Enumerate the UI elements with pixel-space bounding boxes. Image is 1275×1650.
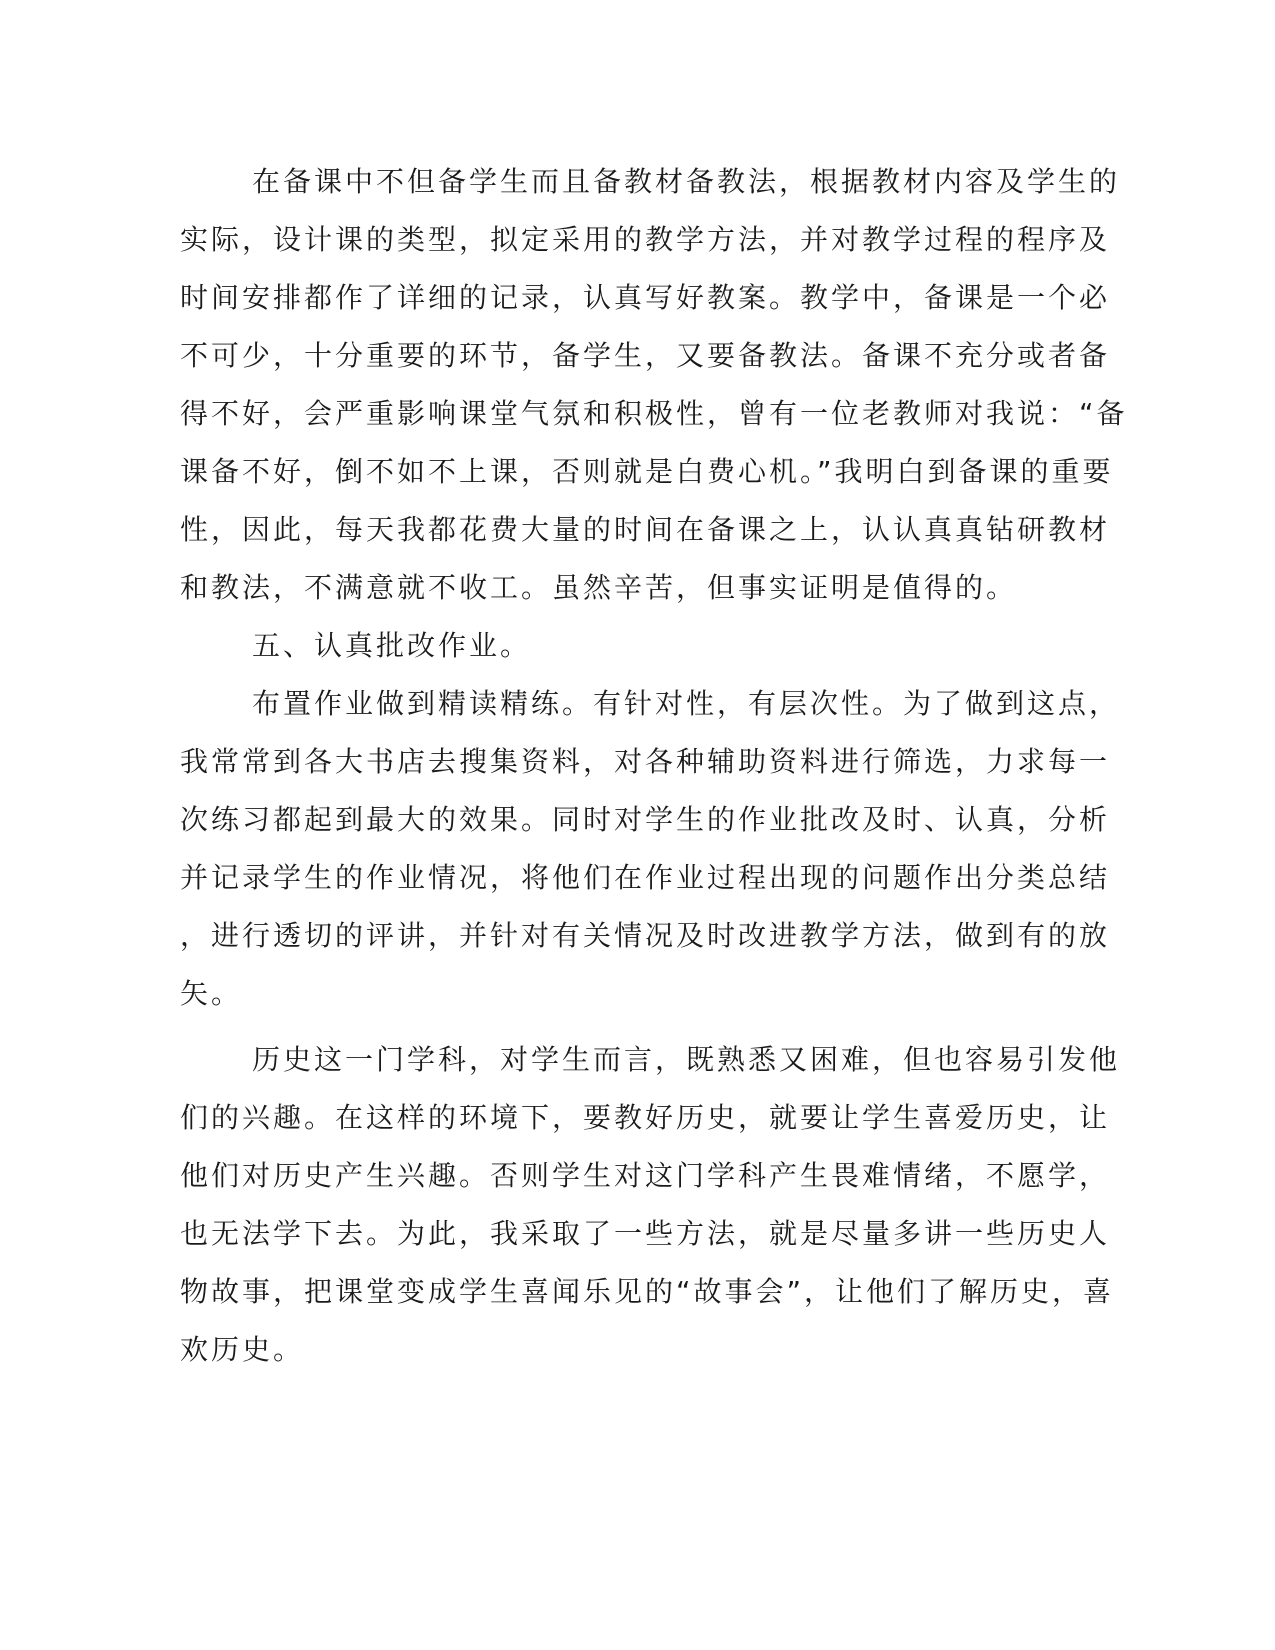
text-line: ，进行透切的评讲，并针对有关情况及时改进教学方法，做到有的放 [180,919,1111,952]
text-line: 课备不好，倒不如不上课，否则就是白费心机。”我明白到备课的重要 [180,455,1114,488]
text-line: 得不好，会严重影响课堂气氛和积极性，曾有一位老教师对我说：“备 [180,397,1128,430]
text-line: 他们对历史产生兴趣。否则学生对这门学科产生畏难情绪，不愿学， [180,1159,1111,1192]
text-line: 欢历史。 [180,1333,305,1366]
text-line: 矢。 [180,977,243,1010]
text-line: 次练习都起到最大的效果。同时对学生的作业批改及时、认真，分析 [180,803,1111,836]
text-line: 实际，设计课的类型，拟定采用的教学方法，并对教学过程的程序及 [180,223,1111,256]
text-line: 性，因此，每天我都花费大量的时间在备课之上，认认真真钻研教材 [180,513,1111,546]
text-line: 不可少，十分重要的环节，备学生，又要备教法。备课不充分或者备 [180,339,1111,372]
text-line: 我常常到各大书店去搜集资料，对各种辅助资料进行筛选，力求每一 [180,745,1111,778]
text-line: 在备课中不但备学生而且备教材备教法，根据教材内容及学生的 [252,165,1121,198]
text-line: 历史这一门学科，对学生而言，既熟悉又困难，但也容易引发他 [252,1043,1121,1076]
text-line: 和教法，不满意就不收工。虽然辛苦，但事实证明是值得的。 [180,571,1018,604]
text-line: 物故事，把课堂变成学生喜闻乐见的“故事会”，让他们了解历史，喜 [180,1275,1115,1308]
text-line: 时间安排都作了详细的记录，认真写好教案。教学中，备课是一个必 [180,281,1111,314]
text-line: 并记录学生的作业情况，将他们在作业过程出现的问题作出分类总结 [180,861,1111,894]
text-line: 布置作业做到精读精练。有针对性，有层次性。为了做到这点， [252,687,1121,720]
text-line: 们的兴趣。在这样的环境下，要教好历史，就要让学生喜爱历史，让 [180,1101,1111,1134]
text-line: 也无法学下去。为此，我采取了一些方法，就是尽量多讲一些历史人 [180,1217,1111,1250]
section-heading: 五、认真批改作业。 [252,629,532,662]
